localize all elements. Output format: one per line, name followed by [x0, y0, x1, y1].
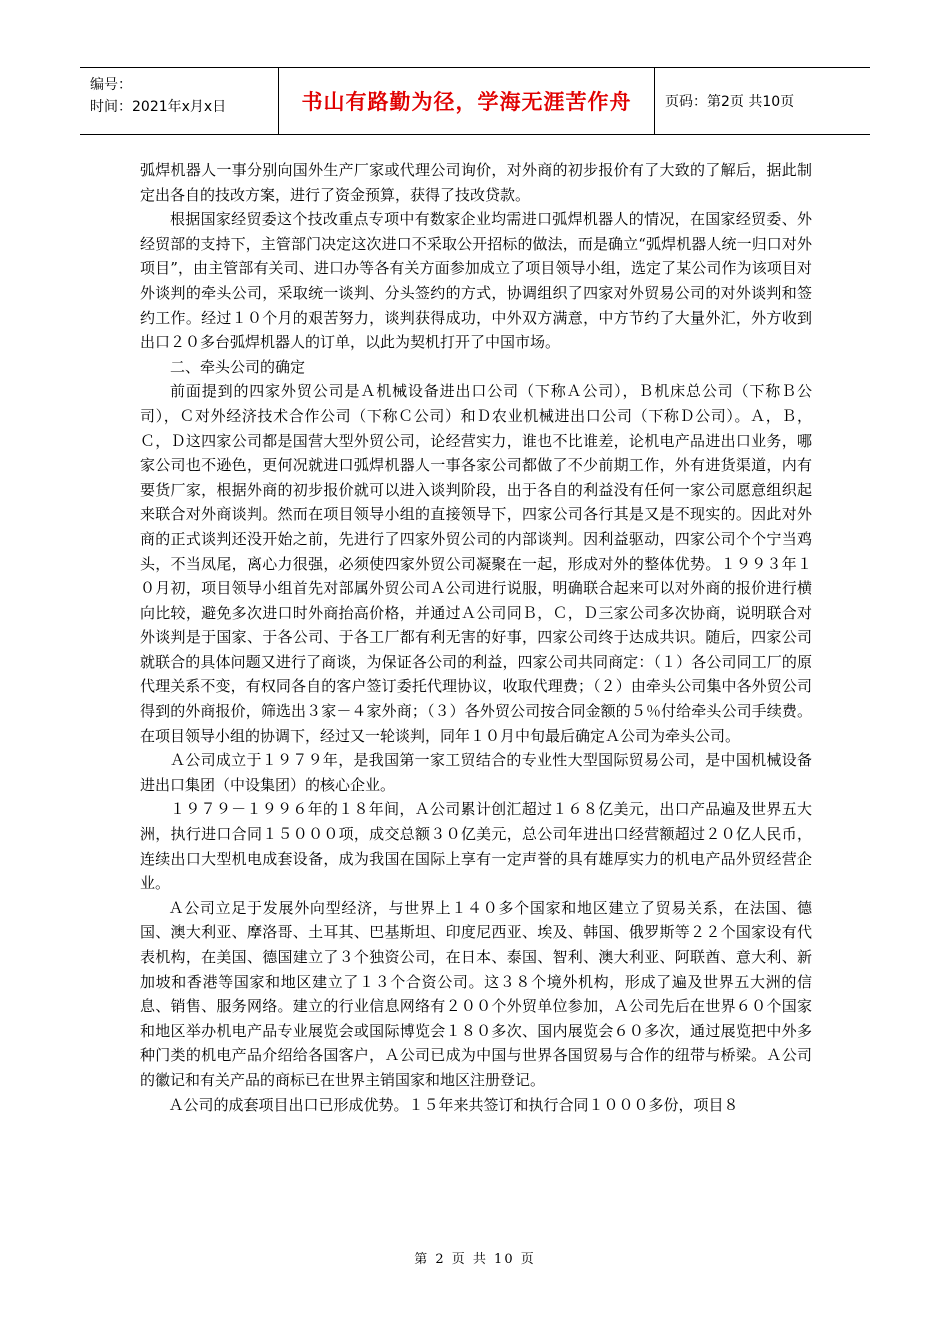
- time-label: 时间：2021年x月x日: [90, 99, 227, 115]
- section-heading: 二、牵头公司的确定: [170, 357, 306, 376]
- paragraph-7: Ａ公司的成套项目出口已形成优势。１５年来共签订和执行合同１０００多份，项目８: [168, 1095, 739, 1114]
- paragraph-2: 根据国家经贸委这个技改重点专项中有数家企业均需进口弧焊机器人的情况，在国家经贸委、外经贸部的支持下，主管部门决定这次进口不采取公开招标的做法，而是确立“弧焊机器人统一归口对外项目”，由主管部有关司、进口办等各有关方面参加成立了项目领导小组，选定了某公司作为该项目对外谈判的牵头公司，采取统一谈判、分头签约的方式，协调组织了四家对外贸易公司的对外谈判和签约工作。经过１０个月的艰苦努力，谈判获得成功，中外双方满意，中方节约了大量外汇，外方收到出口２０多台弧焊机器人的订单，以此为契机打开了中国市场。: [140, 210, 812, 352]
- document-body: [140, 158, 812, 1117]
- paragraph-1: 弧焊机器人一事分别向国外生产厂家或代理公司询价，对外商的初步报价有了大致的了解后，据此制定出各自的技改方案，进行了资金预算，获得了技改贷款。: [140, 161, 812, 204]
- header-meta: [80, 68, 279, 134]
- page-footer: 第 2 页 共 10 页: [414, 1252, 536, 1267]
- paragraph-3: 前面提到的四家外贸公司是Ａ机械设备进出口公司（下称Ａ公司），Ｂ机床总公司（下称Ｂ公司），Ｃ对外经济技术合作公司（下称Ｃ公司）和Ｄ农业机械进出口公司（下称Ｄ公司）。Ａ，Ｂ，Ｃ，Ｄ这四家公司都是国营大型外贸公司，论经营实力，谁也不比谁差，论机电产品进出口业务，哪家公司也不逊色，更何况就进口弧焊机器人一事各家公司都做了不少前期工作，外有进货渠道，内有要货厂家，根据外商的初步报价就可以进入谈判阶段，出于各自的利益没有任何一家公司愿意组织起来联合对外商谈判。然而在项目领导小组的直接领导下，四家公司各行其是又是不现实的。因此对外商的正式谈判还没开始之前，先进行了四家外贸公司的内部谈判。因利益驱动，四家公司个个宁当鸡头，不当凤尾，离心力很强，必须使四家外贸公司凝聚在一起，形成对外的整体优势。１９９３年１０月初，项目领导小组首先对部属外贸公司Ａ公司进行说服，明确联合起来可以对外商的报价进行横向比较，避免多次进口时外商抬高价格，并通过Ａ公司同Ｂ，Ｃ，Ｄ三家公司多次协商，说明联合对外谈判是于国家、于各公司、于各工厂都有利无害的好事，四家公司终于达成共识。随后，四家公司就联合的具体问题又进行了商谈，为保证各公司的利益，四家公司共同商定：（１）各公司同工厂的原代理关系不变，有权同各自的客户签订委托代理协议，收取代理费；（２）由牵头公司集中各外贸公司得到的外商报价，筛选出３家－４家外商；（３）各外贸公司按合同金额的５％付给牵头公司手续费。在项目领导小组的协调下，经过又一轮谈判，同年１０月中旬最后确定Ａ公司为牵头公司。: [140, 382, 812, 745]
- number-label: 编号：: [90, 77, 132, 93]
- header-page-info: 页码：第2页 共10页: [665, 94, 795, 110]
- paragraph-6: Ａ公司立足于发展外向型经济，与世界上１４０多个国家和地区建立了贸易关系，在法国、德国、澳大利亚、摩洛哥、土耳其、巴基斯坦、印度尼西亚、埃及、韩国、俄罗斯等２２个国家设有代表机构，在美国、德国建立了３个独资公司，在日本、泰国、智利、澳大利亚、阿联酋、意大利、新加坡和香港等国家和地区建立了１３个合资公司。这３８个境外机构，形成了遍及世界五大洲的信息、销售、服务网络。建立的行业信息网络有２００个外贸单位参加，Ａ公司先后在世界６０个国家和地区举办机电产品专业展览会或国际博览会１８０多次、国内展览会６０多次，通过展览把中外多种门类的机电产品介绍给各国客户，Ａ公司已成为中国与世界各国贸易与合作的纽带与桥梁。Ａ公司的徽记和有关产品的商标已在世界主销国家和地区注册登记。: [140, 898, 812, 1089]
- paragraph-5: １９７９－１９９６年的１８年间，Ａ公司累计创汇超过１６８亿美元，出口产品遍及世界五大洲，执行进口合同１５０００项，成交总额３０亿美元，总公司年进出口经营额超过２０亿人民币，连续出口大型机电成套设备，成为我国在国际上享有一定声誉的具有雄厚实力的机电产品外贸经营企业。: [140, 800, 812, 893]
- paragraph-4: Ａ公司成立于１９７９年，是我国第一家工贸结合的专业性大型国际贸易公司，是中国机械设备进出口集团（中设集团）的核心企业。: [140, 751, 812, 794]
- header-motto: 书山有路勤为径，学海无涯苦作舟: [279, 68, 655, 134]
- page-header: [80, 67, 870, 135]
